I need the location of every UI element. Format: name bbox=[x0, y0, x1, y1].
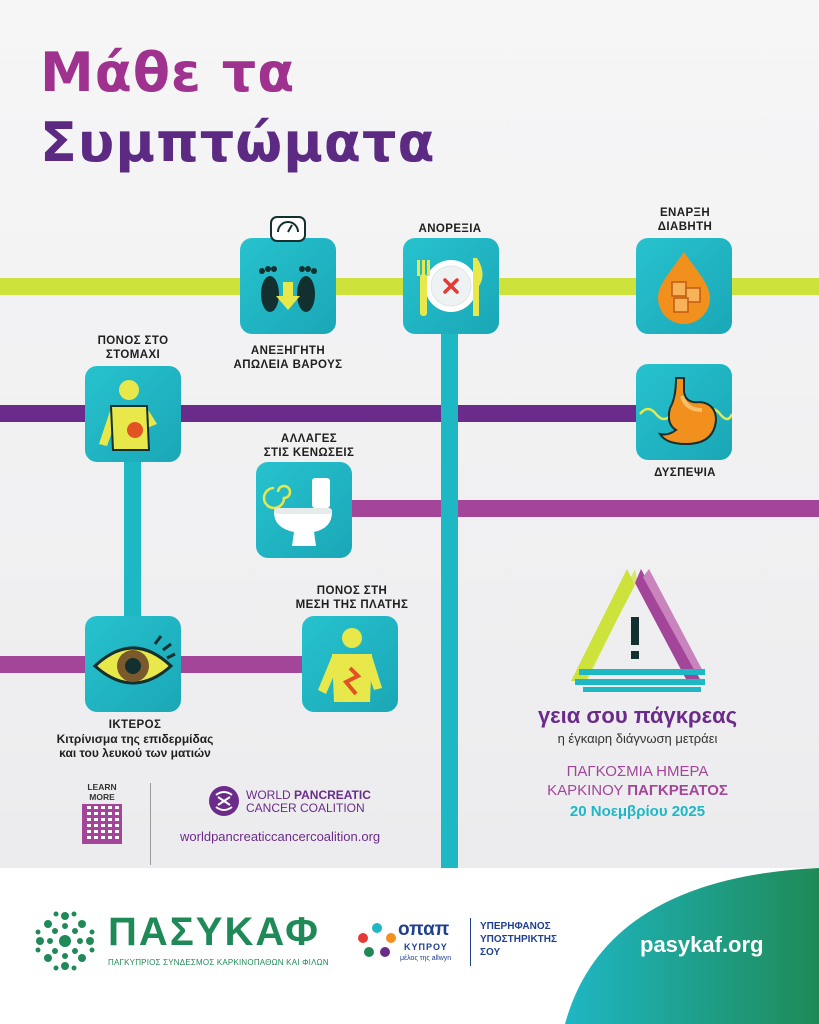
campaign-subtag: η έγκαιρη διάγνωση μετράει bbox=[557, 731, 718, 746]
bowel-changes-tile bbox=[256, 462, 352, 558]
stomach-pain-person-icon bbox=[85, 366, 181, 462]
qr-code[interactable] bbox=[82, 804, 122, 844]
coalition-name: WORLD PANCREATIC CANCER COALITION bbox=[246, 788, 371, 815]
dyspepsia-label: ΔΥΣΠΕΨΙΑ bbox=[654, 467, 716, 479]
scale-dial-icon bbox=[270, 216, 306, 242]
opap-logo-icon bbox=[355, 920, 399, 958]
title-line-2: Συμπτώματα bbox=[40, 111, 436, 174]
dyspepsia-tile bbox=[636, 364, 732, 460]
warning-triangle-logo bbox=[565, 565, 705, 695]
back-pain-tile bbox=[302, 616, 398, 712]
coalition-logo-icon bbox=[208, 785, 240, 817]
pasykaf-website[interactable]: pasykaf.org bbox=[640, 932, 764, 957]
title-line-1: Μάθε τα bbox=[40, 41, 296, 104]
jaundice-label: ΙΚΤΕΡΟΣ Κιτρίνισμα της επιδερμίδας και του λευκού των ματιών bbox=[56, 719, 214, 760]
coalition-url[interactable]: worldpancreaticcancercoalition.org bbox=[180, 829, 381, 844]
diabetes-label: ΕΝΑΡΞΗ ΔΙΑΒΗΤΗ bbox=[657, 207, 713, 233]
bowel-changes-label: ΑΛΛΑΓΕΣ ΣΤΙΣ ΚΕΝΩΣΕΙΣ bbox=[263, 433, 355, 459]
diabetes-tile bbox=[636, 238, 732, 334]
pasykaf-subtitle: ΠΑΓΚΥΠΡΙΟΣ ΣΥΝΔΕΣΜΟΣ ΚΑΡΚΙΝΟΠΑΘΩΝ ΚΑΙ ΦΙΛΩΝ bbox=[108, 958, 329, 967]
stomach-pain-label: ΠΟΝΟΣ ΣΤΟ ΣΤΟΜΑΧΙ bbox=[97, 335, 169, 361]
stomach-icon bbox=[636, 364, 732, 460]
weight-loss-tile bbox=[240, 238, 336, 334]
campaign-tagline: γεια σου πάγκρεας bbox=[537, 703, 738, 728]
stomach-pain-tile bbox=[85, 366, 181, 462]
divider bbox=[150, 783, 151, 865]
campaign-day-line-1: ΠΑΓΚΟΣΜΙΑ ΗΜΕΡΑ bbox=[566, 763, 709, 780]
anorexia-tile bbox=[403, 238, 499, 334]
scale-footprints-icon bbox=[240, 238, 336, 334]
anorexia-label: ΑΝΟΡΕΞΙΑ bbox=[418, 223, 482, 235]
footer bbox=[0, 868, 819, 1024]
sponsor-divider bbox=[470, 918, 471, 966]
pasykaf-brand: ΠΑΣΥΚΑΦ bbox=[108, 910, 320, 954]
opap-member: μέλος της allwyn bbox=[400, 955, 452, 962]
sugar-drop-icon bbox=[636, 238, 732, 334]
jaundice-tile bbox=[85, 616, 181, 712]
teal-vertical-line-center bbox=[441, 290, 458, 868]
eye-icon bbox=[85, 616, 181, 712]
opap-name: οπαπ bbox=[398, 919, 450, 940]
pasykaf-logo-icon bbox=[30, 906, 100, 976]
sponsor-text: ΥΠΕΡΗΦΑΝΟΣ ΥΠΟΣΤΗΡΙΚΤΗΣ ΣΟΥ bbox=[480, 921, 558, 958]
learn-more-label: LEARN MORE bbox=[87, 782, 117, 802]
campaign-day-line-2: ΚΑΡΚΙΝΟΥ ΠΑΓΚΡΕΑΤΟΣ bbox=[547, 782, 728, 799]
magenta-right-line bbox=[300, 500, 819, 517]
toilet-icon bbox=[256, 462, 352, 558]
weight-loss-label: ΑΝΕΞΗΓΗΤΗ ΑΠΩΛΕΙΑ ΒΑΡΟΥΣ bbox=[233, 345, 343, 371]
back-pain-label: ΠΟΝΟΣ ΣΤΗ ΜΕΣΗ ΤΗΣ ΠΛΑΤΗΣ bbox=[295, 585, 409, 611]
plate-cutlery-icon bbox=[403, 238, 499, 334]
campaign-date: 20 Νοεμβρίου 2025 bbox=[569, 803, 706, 820]
back-pain-person-icon bbox=[302, 616, 398, 712]
opap-country: ΚΥΠΡΟΥ bbox=[404, 942, 448, 952]
